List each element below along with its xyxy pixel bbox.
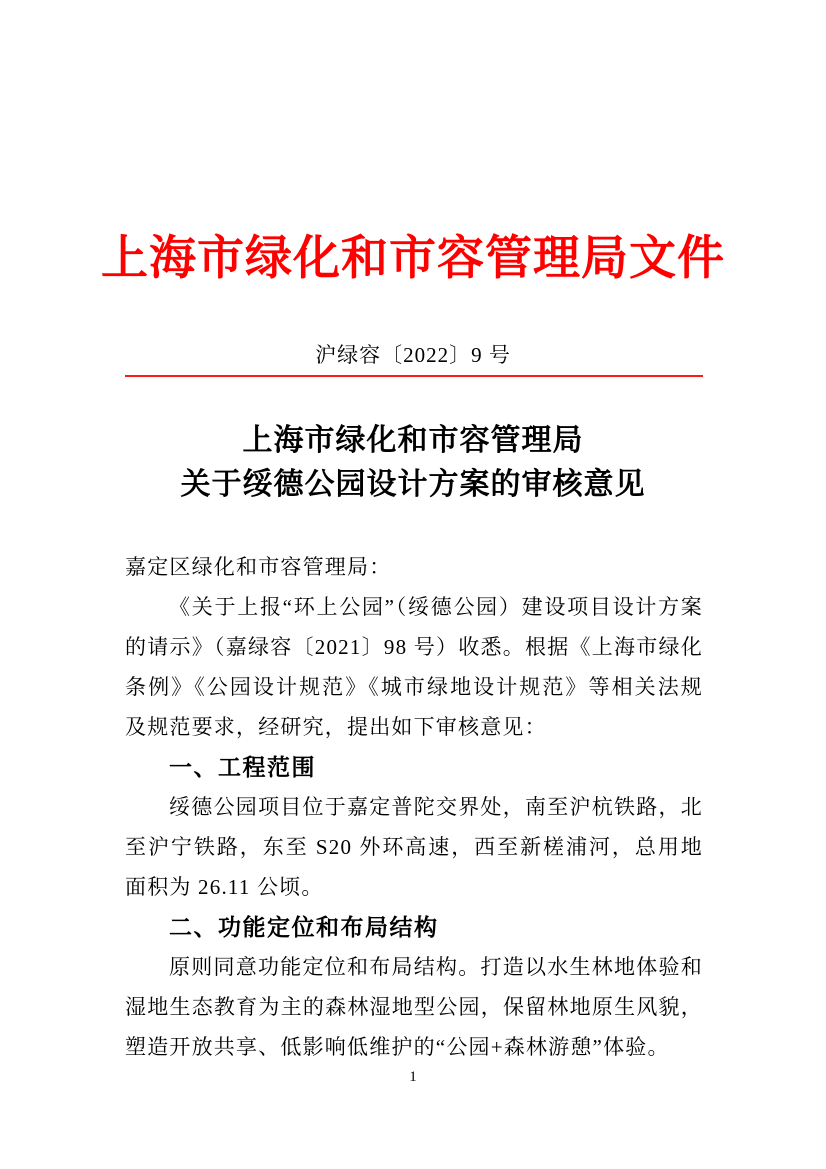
section-heading-2: 二、功能定位和布局结构 [169, 914, 439, 940]
section-heading-1: 一、工程范围 [169, 754, 316, 780]
salutation: 嘉定区绿化和市容管理局： [125, 555, 392, 579]
document-title-line-1: 上海市绿化和市容管理局 [242, 424, 584, 457]
page-number: 1 [409, 1069, 417, 1085]
document-body [125, 547, 703, 1067]
document-title [0, 419, 826, 507]
paragraph-intro: 《关于上报“环上公园”（绥德公园）建设项目设计方案的请示》（嘉绿容〔2021〕98 号）收悉。根据《上海市绿化条例》《公园设计规范》《城市绿地设计规范》等相关法规及规范要求，经研究，提出如下审核意见： [125, 595, 703, 739]
document-title-line-2: 关于绥德公园设计方案的审核意见 [180, 468, 646, 501]
red-divider-line [125, 375, 703, 377]
paragraph-function-layout: 原则同意功能定位和布局结构。打造以水生林地体验和湿地生态教育为主的森林湿地型公园，保留林地原生风貌，塑造开放共享、低影响低维护的“公园+森林游憩”体验。 [125, 955, 703, 1059]
letterhead-title: 上海市绿化和市容管理局文件 [101, 233, 725, 285]
paragraph-project-scope: 绥德公园项目位于嘉定普陀交界处，南至沪杭铁路，北至沪宁铁路，东至 S20 外环高速，西至新槎浦河，总用地面积为 26.11 公顷。 [125, 795, 703, 899]
document-number: 沪绿容〔2022〕9 号 [315, 343, 511, 367]
